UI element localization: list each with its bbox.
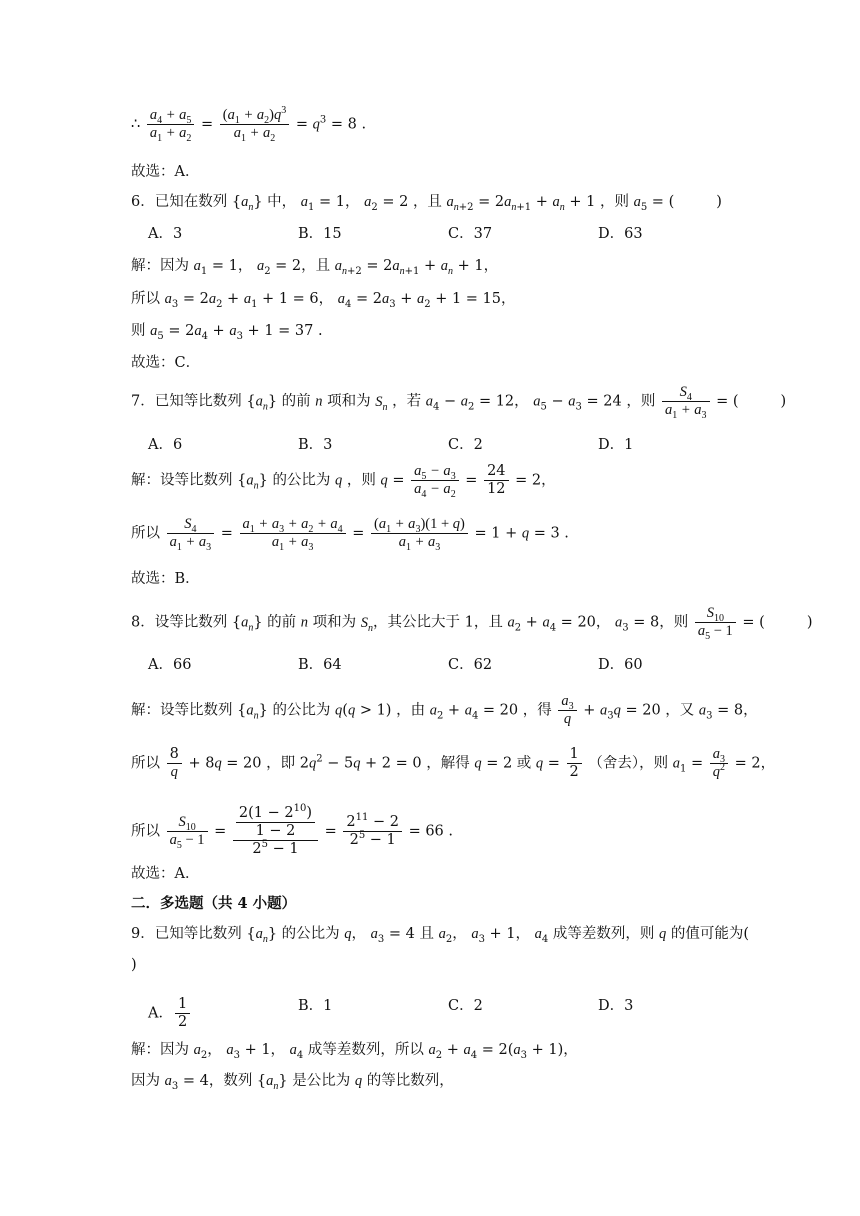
option-c: C．2 — [448, 998, 483, 1014]
fraction: $\frac{24}{12}$ — [484, 463, 508, 498]
fraction: $\frac{a_3}{q^2}$ — [710, 746, 728, 781]
solution-line: 解：因为 $a_1 = 1$， $a_2 = 2$，且 $a_{n+2} = 2a_{n+1} + a_n + 1$， — [131, 258, 499, 277]
question-8-stem: 8．设等比数列 $\{a_n\}$ 的前 n 项和为 $S_n$，其公比大于 1，且 $a_2 + a_4 = 20$， $a_3 = 8$，则 $\frac{S_{10}}{a_5 - 1}$ = ( ) — [131, 605, 813, 642]
fraction: $\frac{a_1 + a_3 + a_2 + a_4}{a_1 + a_3}$ — [240, 516, 346, 551]
option-c: C．37 — [448, 226, 493, 242]
option-c: C．2 — [448, 437, 483, 453]
prev-choice: 故选：A． — [131, 164, 200, 180]
option-a: A．66 — [148, 657, 192, 673]
solution-line: 所以 $\frac{8}{q}$ + 8q = 20 ，即 $2q^2 - 5q + 2 = 0$ ，解得 q = 2 或 q = $\frac{1}{2}$ （舍去），则 $a_1$ = $\frac{a_3}{q^2}$ = 2， — [131, 746, 776, 780]
option-c: C．62 — [448, 657, 493, 673]
fraction: $\frac{(a_1 + a_2)q^3}{a_1 + a_2}$ — [220, 107, 289, 142]
fraction: $\frac{1}{2}$ — [567, 746, 582, 781]
option-d: D．1 — [598, 437, 634, 453]
question-9-stem-cont: ) — [131, 957, 137, 973]
option-b: B．64 — [298, 657, 342, 673]
choice: 故选：C． — [131, 355, 201, 371]
choice: 故选：B． — [131, 571, 200, 587]
option-d: D．60 — [598, 657, 643, 673]
solution-line: 所以 $\frac{S_4}{a_1 + a_3}$ = $\frac{a_1 + a_3 + a_2 + a_4}{a_1 + a_3}$ = $\frac{(a_1 + a_3)(1 + q)}{a_1 + a_3}$ = 1 + q = 3 . — [131, 516, 569, 553]
section-heading: 二．多选题（共 4 小题） — [131, 895, 297, 912]
fraction: $\frac{a_5 - a_3}{a_4 - a_2}$ — [411, 463, 459, 498]
fraction: $\frac{2^{11} - 2}{2^5 - 1}$ — [343, 814, 402, 849]
option-b: B．15 — [298, 226, 342, 242]
option-d: D．3 — [598, 998, 634, 1014]
therefore-symbol: ∴ — [131, 116, 141, 133]
prev-solution-line: ∴ $\frac{a_4 + a_5}{a_1 + a_2}$ = $\frac{(a_1 + a_2)q^3}{a_1 + a_2}$ = $q^3 = 8$ . — [131, 105, 367, 144]
option-a: A． $\frac{1}{2}$ — [148, 996, 192, 1031]
option-a: A．3 — [148, 226, 183, 242]
solution-line: 解：设等比数列 $\{a_n\}$ 的公比为 q(q > 1) ，由 $a_2 + a_4 = 20$ ，得 $\frac{a_3}{q}$ + $a_3q = 20$ ，又 $a_3 = 8$， — [131, 693, 758, 727]
option-b: B．1 — [298, 998, 333, 1014]
solution-line: 则 $a_5 = 2a_4 + a_3 + 1 = 37$ . — [131, 323, 323, 342]
fraction: $\frac{S_{10}}{a_5 - 1}$ — [695, 605, 736, 640]
fraction: $\frac{a_4 + a_5}{a_1 + a_2}$ — [147, 107, 195, 142]
question-7-stem: 7．已知等比数列 $\{a_n\}$ 的前 n 项和为 $S_n$ ，若 $a_4 - a_2 = 12$， $a_5 - a_3 = 24$ ，则 $\frac{S_4}{a_1 + a_3}$ = ( ) — [131, 384, 787, 421]
solution-line: 解：因为 $a_2$， $a_3 + 1$， $a_4$ 成等差数列，所以 $a_2 + a_4 = 2(a_3 + 1)$， — [131, 1042, 578, 1061]
solution-line: 所以 $\frac{S_{10}}{a_5 - 1}$ = $\frac{\frac{2(1 - 2^{10})}{1 - 2}}{2^5 - 1}$ = $\frac{2^{11} - 2}{2^5 - 1}$ = 66 . — [131, 803, 454, 857]
fraction: $\frac{S_{10}}{a_5 - 1}$ — [167, 814, 208, 849]
option-b: B．3 — [298, 437, 333, 453]
solution-line: 因为 $a_3 = 4$，数列 $\{a_n\}$ 是公比为 q 的等比数列， — [131, 1073, 454, 1092]
fraction: $\frac{\frac{2(1 - 2^{10})}{1 - 2}}{2^5 - 1}$ — [233, 805, 318, 858]
fraction: $\frac{S_4}{a_1 + a_3}$ — [662, 384, 710, 419]
fraction: $\frac{a_3}{q}$ — [558, 693, 576, 728]
option-a: A．6 — [148, 437, 183, 453]
fraction: $\frac{8}{q}$ — [167, 746, 182, 781]
fraction: $\frac{(a_1 + a_3)(1 + q)}{a_1 + a_3}$ — [371, 516, 468, 551]
question-9-stem: 9．已知等比数列 $\{a_n\}$ 的公比为 q， $a_3 = 4$ 且 $a_2$， $a_3 + 1$， $a_4$ 成等差数列，则 q 的值可能为( — [131, 926, 750, 945]
choice: 故选：A． — [131, 866, 200, 882]
solution-line: 所以 $a_3 = 2a_2 + a_1 + 1 = 6$， $a_4 = 2a_3 + a_2 + 1 = 15$， — [131, 291, 516, 310]
question-6-stem: 6．已知在数列 $\{a_n\}$ 中， $a_1 = 1$， $a_2 = 2$ ，且 $a_{n+2} = 2a_{n+1} + a_n + 1$ ，则 $a_5$ = ( ) — [131, 194, 722, 213]
solution-line: 解：设等比数列 $\{a_n\}$ 的公比为 q ，则 q = $\frac{a_5 - a_3}{a_4 - a_2}$ = $\frac{24}{12}$ = 2， — [131, 463, 556, 500]
option-d: D．63 — [598, 226, 643, 242]
fraction: $\frac{S_4}{a_1 + a_3}$ — [167, 516, 215, 551]
